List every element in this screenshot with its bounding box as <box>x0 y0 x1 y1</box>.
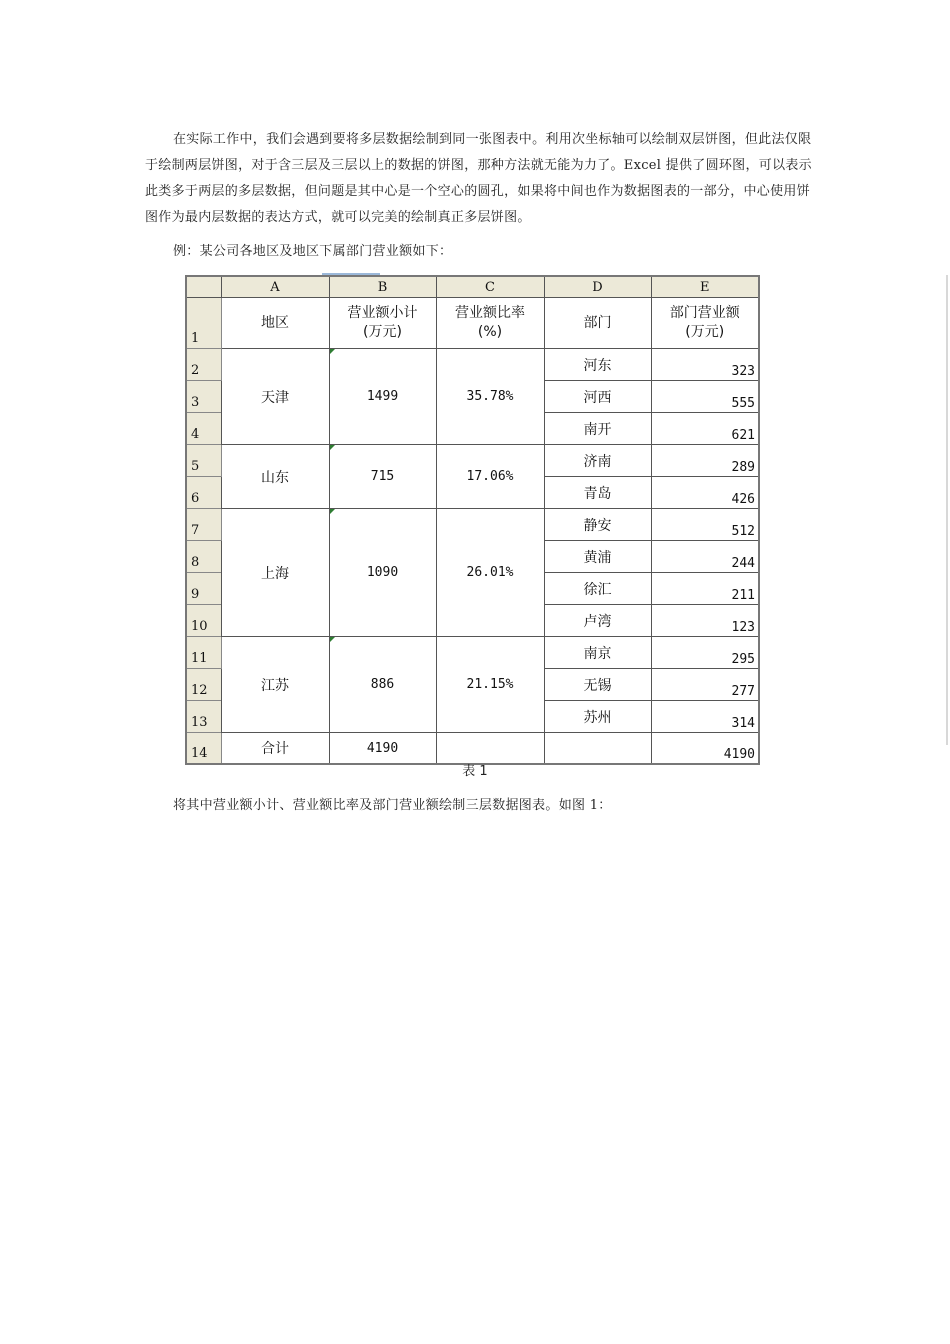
header-department-label: 部门 <box>583 314 612 331</box>
row-number[interactable]: 4 <box>186 413 221 445</box>
table-caption: 表 1 <box>462 764 488 779</box>
department-cell[interactable]: 南开 <box>544 413 651 445</box>
dept-value-cell[interactable]: 621 <box>651 413 759 445</box>
region-cell[interactable]: 山东 <box>221 445 329 509</box>
row-number[interactable]: 9 <box>186 573 221 605</box>
dept-value-cell[interactable]: 555 <box>651 381 759 413</box>
dept-value-cell[interactable]: 244 <box>651 541 759 573</box>
row-number[interactable]: 2 <box>186 349 221 381</box>
dept-value-cell[interactable]: 211 <box>651 573 759 605</box>
region-cell[interactable]: 江苏 <box>221 637 329 733</box>
row-number[interactable]: 7 <box>186 509 221 541</box>
row-number[interactable]: 12 <box>186 669 221 701</box>
ratio-cell[interactable]: 17.06% <box>436 445 544 509</box>
header-subtotal[interactable] <box>329 298 436 349</box>
column-header[interactable]: A <box>221 276 329 298</box>
dept-value-cell[interactable]: 426 <box>651 477 759 509</box>
department-cell[interactable]: 南京 <box>544 637 651 669</box>
row-number[interactable]: 3 <box>186 381 221 413</box>
after-paragraph: 将其中营业额小计、营业额比率及部门营业额绘制三层数据图表。如图 1： <box>173 798 612 813</box>
row-number[interactable]: 14 <box>186 733 221 765</box>
dept-value-cell[interactable]: 123 <box>651 605 759 637</box>
column-header[interactable]: D <box>544 276 651 298</box>
spreadsheet-table <box>185 275 760 765</box>
header-dept-value[interactable] <box>651 298 759 349</box>
total-subtotal-cell[interactable]: 4190 <box>329 733 436 765</box>
column-header[interactable]: C <box>436 276 544 298</box>
page-edge-mark <box>946 275 948 745</box>
ratio-cell[interactable]: 35.78% <box>436 349 544 445</box>
header-ratio[interactable] <box>436 298 544 349</box>
header-department[interactable] <box>544 298 651 349</box>
ratio-cell[interactable]: 26.01% <box>436 509 544 637</box>
column-header-row <box>186 276 759 298</box>
column-header[interactable]: E <box>651 276 759 298</box>
dept-value-cell[interactable]: 512 <box>651 509 759 541</box>
header-region[interactable] <box>221 298 329 349</box>
column-header[interactable]: B <box>329 276 436 298</box>
department-cell[interactable]: 黄浦 <box>544 541 651 573</box>
department-cell[interactable]: 静安 <box>544 509 651 541</box>
header-subtotal-unit: (万元) <box>363 324 402 340</box>
department-cell[interactable]: 河东 <box>544 349 651 381</box>
row-number[interactable]: 13 <box>186 701 221 733</box>
department-cell[interactable]: 青岛 <box>544 477 651 509</box>
dept-value-cell[interactable]: 289 <box>651 445 759 477</box>
dept-value-cell[interactable]: 323 <box>651 349 759 381</box>
total-label-cell[interactable]: 合计 <box>221 733 329 765</box>
table-row <box>186 509 759 541</box>
ratio-cell[interactable]: 21.15% <box>436 637 544 733</box>
subtotal-cell[interactable]: 1499 <box>329 349 436 445</box>
department-cell[interactable]: 济南 <box>544 445 651 477</box>
total-dept-value-cell[interactable]: 4190 <box>651 733 759 765</box>
header-ratio-unit: (%) <box>477 324 503 340</box>
corner-cell[interactable] <box>186 276 221 298</box>
header-region-label: 地区 <box>261 314 289 331</box>
row-number[interactable]: 5 <box>186 445 221 477</box>
header-subtotal-label: 营业额小计 <box>347 305 418 321</box>
region-cell[interactable]: 天津 <box>221 349 329 445</box>
department-cell[interactable]: 河西 <box>544 381 651 413</box>
row-number[interactable]: 1 <box>186 298 221 349</box>
department-cell[interactable]: 卢湾 <box>544 605 651 637</box>
subtotal-cell[interactable]: 1090 <box>329 509 436 637</box>
table-row <box>186 637 759 669</box>
header-dept-value-label: 部门营业额 <box>669 305 740 321</box>
row-number[interactable]: 8 <box>186 541 221 573</box>
header-row <box>186 298 759 349</box>
subtotal-cell[interactable]: 886 <box>329 637 436 733</box>
example-paragraph: 例：某公司各地区及地区下属部门营业额如下： <box>173 244 453 259</box>
department-cell[interactable]: 无锡 <box>544 669 651 701</box>
department-cell[interactable]: 苏州 <box>544 701 651 733</box>
row-number[interactable]: 10 <box>186 605 221 637</box>
dept-value-cell[interactable]: 295 <box>651 637 759 669</box>
table-row <box>186 445 759 477</box>
table-row <box>186 349 759 381</box>
row-number[interactable]: 6 <box>186 477 221 509</box>
region-cell[interactable]: 上海 <box>221 509 329 637</box>
subtotal-cell[interactable]: 715 <box>329 445 436 509</box>
intro-paragraph: 在实际工作中，我们会遇到要将多层数据绘制到同一张图表中。利用次坐标轴可以绘制双层饼图，但此法仅限于绘制两层饼图，对于含三层及三层以上的数据的饼图，那种方法就无能为力了。Excel 提供了圆环图，可以表示此类多于两层的多层数据，但问题是其中心是一个空心的圆孔，如果将中间也作为数据图表的一部分，中心使用饼图作为最内层数据的表达方式，就可以完美的绘制真正多层饼图。 <box>145 132 812 225</box>
row-number[interactable]: 11 <box>186 637 221 669</box>
header-ratio-label: 营业额比率 <box>455 305 525 321</box>
header-dept-value-unit: (万元) <box>685 324 725 340</box>
dept-value-cell[interactable]: 277 <box>651 669 759 701</box>
department-cell[interactable]: 徐汇 <box>544 573 651 605</box>
dept-value-cell[interactable]: 314 <box>651 701 759 733</box>
